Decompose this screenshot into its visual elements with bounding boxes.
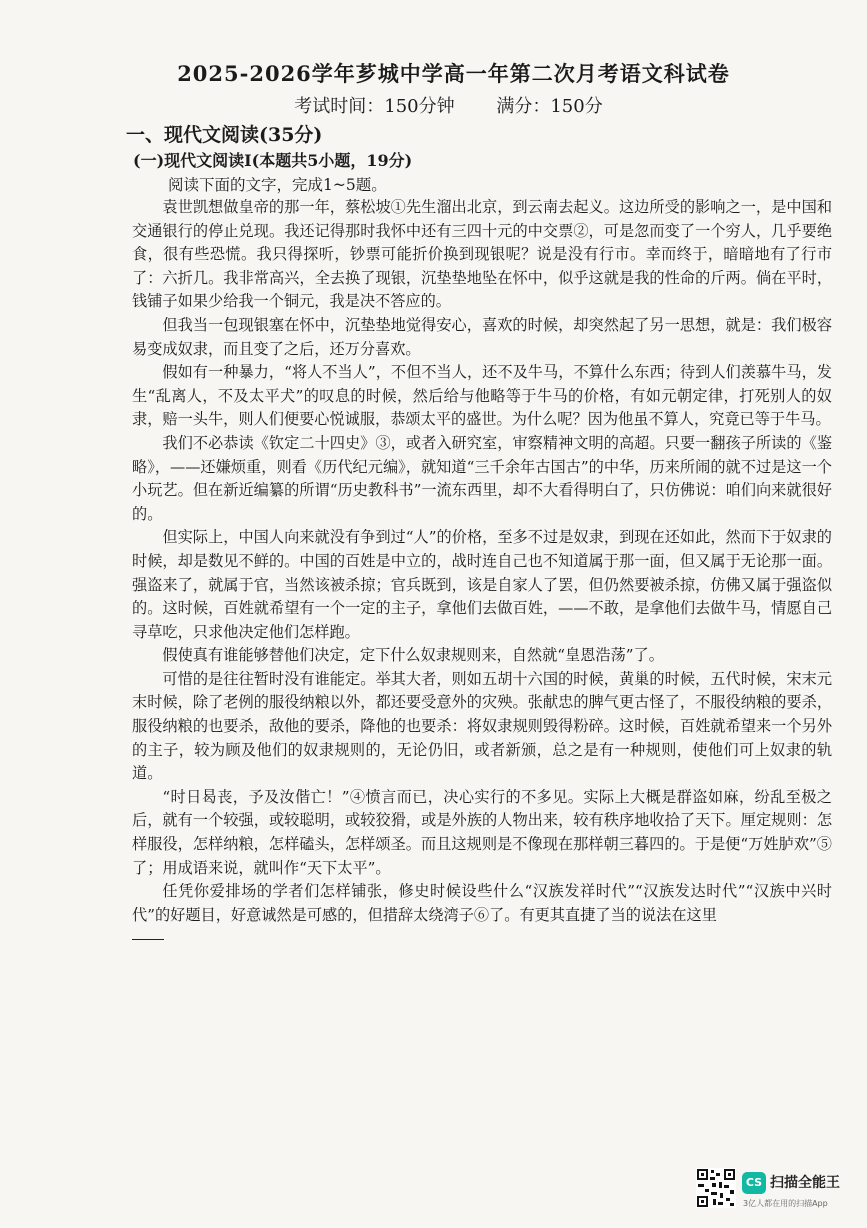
full-marks: 满分：150分	[496, 96, 603, 117]
passage-paragraph: 但实际上，中国人向来就没有争到过“人”的价格，至多不过是奴隶，到现在还如此，然而下于奴隶的时候，却是数见不鲜的。中国的百姓是中立的，战时连自己也不知道属于那一面，但又属于无论那一面。强盗来了，就属于官，当然该被杀掠；官兵既到，该是自家人了罢，但仍然要被杀掠，仿佛又属于强盗似的。这时候，百姓就希望有一个一定的主子，拿他们去做百姓，——不敢，是拿他们去做牛马，情愿自己寻草吃，只求他决定他们怎样跑。	[132, 528, 832, 641]
passage-paragraph: 可惜的是往往暂时没有谁能定。举其大者，则如五胡十六国的时候，黄巢的时候，五代时候，宋末元末时候，除了老例的服役纳粮以外，都还要受意外的灾殃。张献忠的脾气更古怪了，不服役纳粮的要杀，服役纳粮的也要杀，敌他的要杀，降他的也要杀：将奴隶规则毁得粉碎。这时候，百姓就希望来一个另外的主子，较为顾及他们的奴隶规则的，无论仍旧，或者新颁，总之是有一种规则，使他们可上奴隶的轨道。	[132, 669, 832, 783]
passage-paragraph: 假使真有谁能够替他们决定，定下什么奴隶规则来，自然就“皇恩浩荡”了。	[162, 646, 664, 665]
reading-passage	[132, 196, 832, 951]
scanner-app-tagline: 3亿人都在用的扫描App	[743, 1199, 828, 1208]
subsection-heading: (一)现代文阅读Ⅰ(本题共5小题，19分)	[133, 151, 413, 170]
continuation-dash	[132, 939, 164, 940]
section-heading: 一、现代文阅读(35分)	[126, 124, 323, 146]
passage-paragraph: 但我当一包现银塞在怀中，沉垫垫地觉得安心，喜欢的时候，却突然起了另一思想，就是：我们极容易变成奴隶，而且变了之后，还万分喜欢。	[132, 315, 832, 358]
passage-paragraph: 我们不必恭读《钦定二十四史》③，或者入研究室，审察精神文明的高超。只要一翻孩子所读的《鉴略》，——还嫌烦重，则看《历代纪元编》，就知道“三千余年古国古”的中华，历来所闹的就不过是这一个小玩艺。但在新近编纂的所谓“历史教科书”一流东西里，却不大看得明白了，只仿佛说：咱们向来就很好的。	[132, 433, 832, 523]
reading-instruction: 阅读下面的文字，完成1~5题。	[168, 176, 387, 194]
exam-title: 2025-2026学年芗城中学高一年第二次月考语文科试卷	[177, 61, 730, 86]
scanner-app-logo: CS	[742, 1172, 766, 1194]
passage-paragraph: 袁世凯想做皇帝的那一年，蔡松坡①先生溜出北京，到云南去起义。这边所受的影响之一，是中国和交通银行的停止兑现。我还记得那时我怀中还有三四十元的中交票②，可是忽而变了一个穷人，几乎要绝食，很有些恐慌。我只得探听，钞票可能折价换到现银呢？说是没有行市。幸而终于，暗暗地有了行市了：六折几。我非常高兴，全去换了现银，沉垫垫地坠在怀中，似乎这就是我的性命的斤两。倘在平时，钱铺子如果少给我一个铜元，我是决不答应的。	[132, 198, 832, 311]
qr-code-icon	[696, 1168, 736, 1208]
scanner-app-name: 扫描全能王	[770, 1175, 840, 1191]
passage-text: 任凭你爱排场的学者们怎样铺张，修史时候设些什么“汉族发祥时代”“汉族发达时代”“汉族中兴时代”的好题目，好意诚然是可感的，但措辞太绕湾子⑥了。有更其直捷了当的说法在这里	[132, 882, 832, 924]
exam-time: 考试时间：150分钟	[294, 96, 455, 117]
passage-paragraph-last	[132, 880, 832, 951]
exam-info	[0, 92, 867, 118]
passage-paragraph: “时日曷丧，予及汝偕亡！”④愤言而已，决心实行的不多见。实际上大概是群盗如麻，纷乱至极之后，就有一个较强，或较聪明，或较狡猾，或是外族的人物出来，较有秩序地收拾了天下。厘定规则：怎样服役，怎样纳粮，怎样磕头，怎样颂圣。而且这规则是不像现在那样朝三暮四的。于是便“万姓胪欢”⑤了；用成语来说，就叫作“天下太平”。	[132, 787, 832, 877]
passage-paragraph: 假如有一种暴力，“将人不当人”，不但不当人，还不及牛马，不算什么东西；待到人们羡慕牛马，发生“乱离人，不及太平犬”的叹息的时候，然后给与他略等于牛马的价格，有如元朝定律，打死别人的奴隶，赔一头牛，则人们便要心悦诚服，恭颂太平的盛世。为什么呢？因为他虽不算人，究竟已等于牛马。	[132, 363, 832, 429]
